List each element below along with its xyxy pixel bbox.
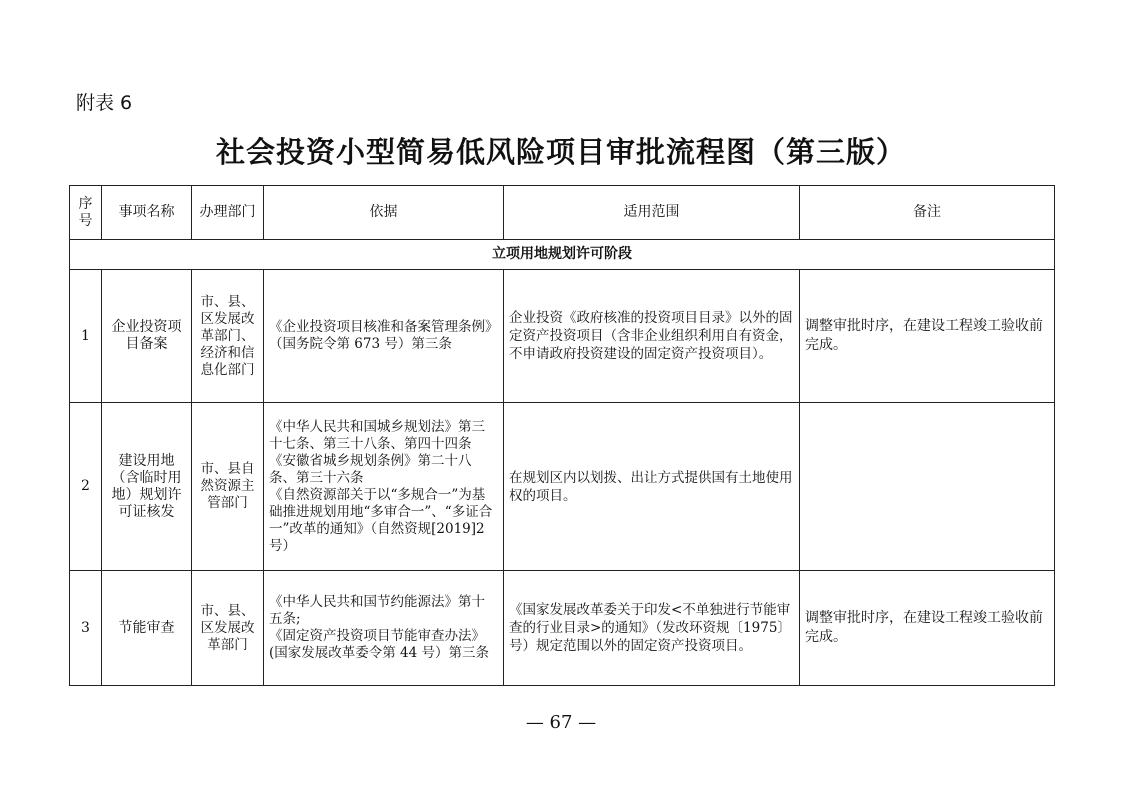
row-item: 企业投资项目备案 bbox=[102, 270, 192, 403]
row-note bbox=[800, 403, 1055, 571]
table-row bbox=[70, 403, 1055, 571]
row-scope: 《国家发展改革委关于印发<不单独进行节能审查的行业目录>的通知》（发改环资规〔1975〕号）规定范围以外的固定资产投资项目。 bbox=[504, 571, 800, 686]
row-no: 3 bbox=[70, 571, 102, 686]
document-title: 社会投资小型简易低风险项目审批流程图（第三版） bbox=[215, 135, 906, 169]
row-dept: 市、县、区发展改革部门 bbox=[192, 571, 264, 686]
header-no: 序号 bbox=[70, 186, 102, 240]
approval-table bbox=[69, 185, 1055, 686]
stage-label: 立项用地规划许可阶段 bbox=[70, 240, 1055, 270]
table-row bbox=[70, 270, 1055, 403]
row-basis: 《中华人民共和国城乡规划法》第三十七条、第三十八条、第四十四条 《安徽省城乡规划条例》第二十八条、第三十六条 《自然资源部关于以“多规合一”为基础推进规划用地“多审合一”、“多证合一”改革的通知》（自然资规[2019]2 号） bbox=[264, 403, 504, 571]
row-item: 节能审查 bbox=[102, 571, 192, 686]
row-note: 调整审批时序，在建设工程竣工验收前完成。 bbox=[800, 571, 1055, 686]
row-scope: 在规划区内以划拨、出让方式提供国有土地使用权的项目。 bbox=[504, 403, 800, 571]
table-row bbox=[70, 571, 1055, 686]
row-no: 2 bbox=[70, 403, 102, 571]
header-basis: 依据 bbox=[264, 186, 504, 240]
header-scope: 适用范围 bbox=[504, 186, 800, 240]
row-basis: 《企业投资项目核准和备案管理条例》（国务院令第 673 号）第三条 bbox=[264, 270, 504, 403]
row-basis: 《中华人民共和国节约能源法》第十五条; 《固定资产投资项目节能审查办法》(国家发展改革委令第 44 号）第三条 bbox=[264, 571, 504, 686]
attachment-label: 附表 6 bbox=[76, 92, 133, 114]
row-no: 1 bbox=[70, 270, 102, 403]
row-scope: 企业投资《政府核准的投资项目目录》以外的固定资产投资项目（含非企业组织利用自有资金，不申请政府投资建设的固定资产投资项目）。 bbox=[504, 270, 800, 403]
row-dept: 市、县自然资源主管部门 bbox=[192, 403, 264, 571]
table-header-row bbox=[70, 186, 1055, 240]
header-dept: 办理部门 bbox=[192, 186, 264, 240]
page-number: — 67 — bbox=[525, 712, 597, 733]
header-item: 事项名称 bbox=[102, 186, 192, 240]
row-dept: 市、县、区发展改革部门、经济和信息化部门 bbox=[192, 270, 264, 403]
row-note: 调整审批时序，在建设工程竣工验收前完成。 bbox=[800, 270, 1055, 403]
stage-row bbox=[70, 240, 1055, 270]
row-item: 建设用地（含临时用地）规划许可证核发 bbox=[102, 403, 192, 571]
header-note: 备注 bbox=[800, 186, 1055, 240]
